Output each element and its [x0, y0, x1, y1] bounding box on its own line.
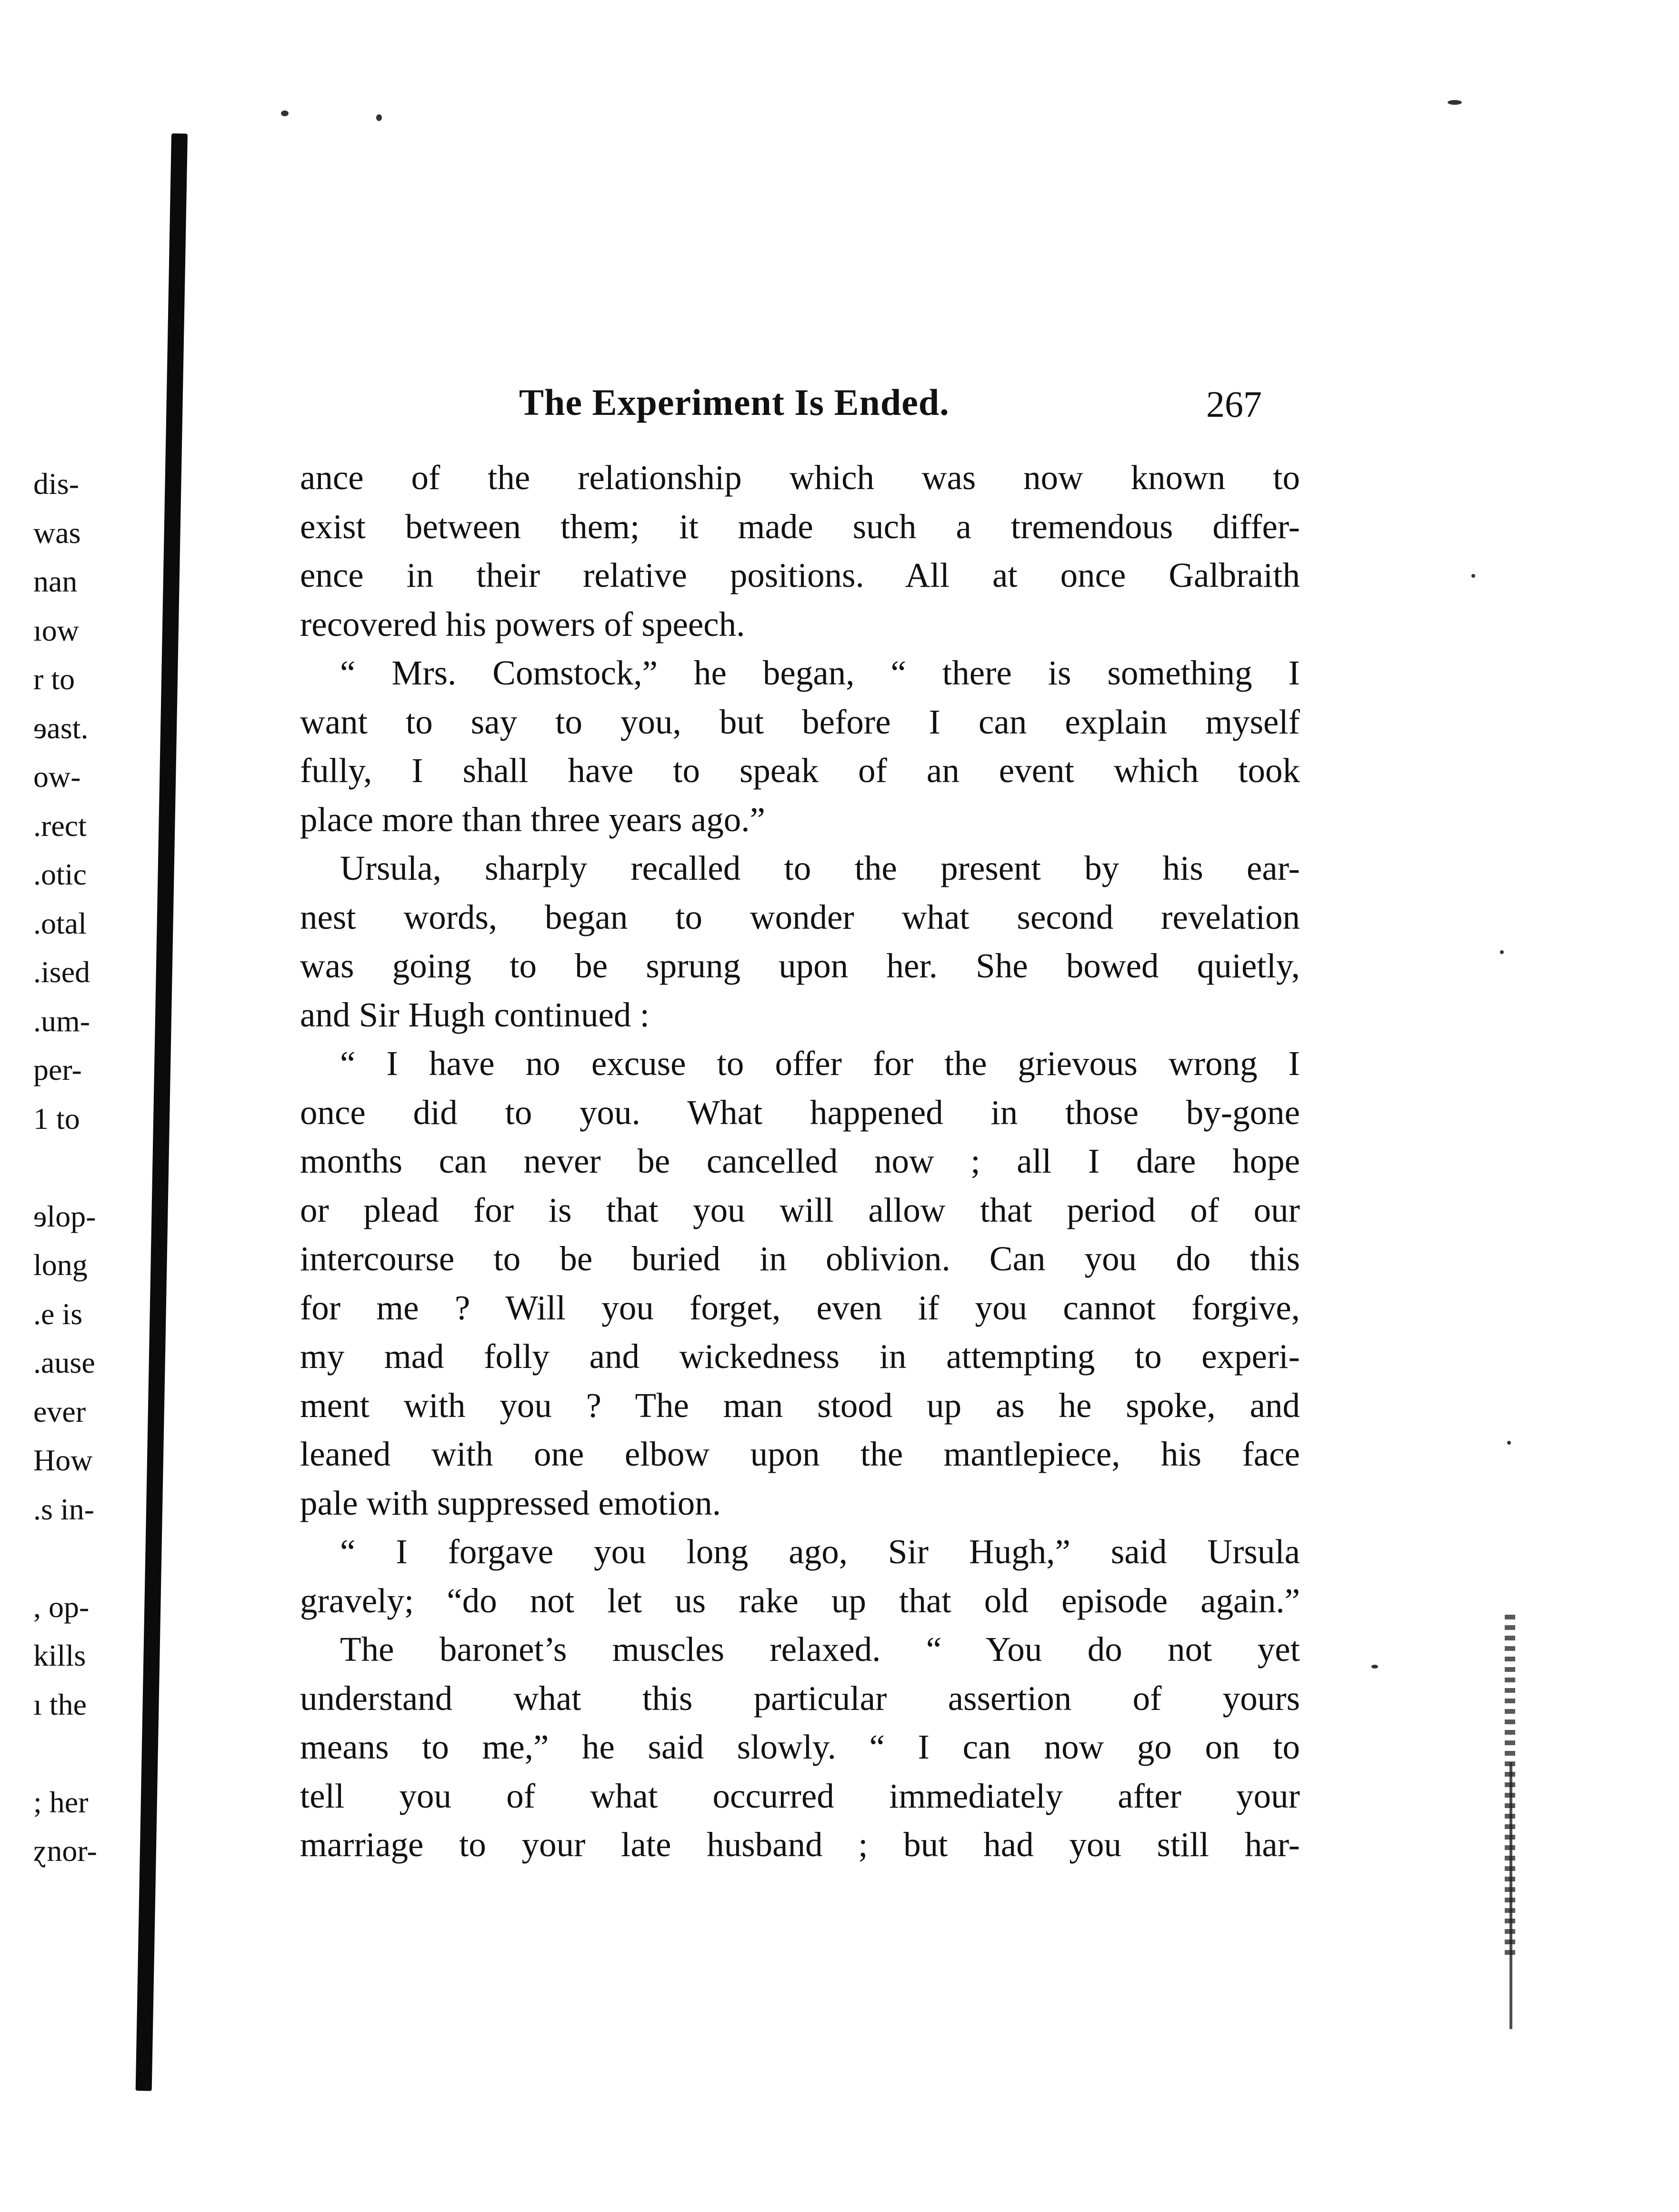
- facing-page-fragment: .otic: [33, 857, 87, 891]
- facing-page-fragment: ow-: [33, 760, 81, 794]
- text-line: for me ? Will you forget, even if you cannot forgive,: [300, 1288, 1300, 1327]
- text-line: intercourse to be buried in oblivion. Can you do this: [300, 1239, 1300, 1278]
- facing-page-fragment: ; her: [33, 1785, 89, 1819]
- scan-speck: [1507, 1441, 1511, 1445]
- facing-page-fragment: ɀnor-: [33, 1834, 97, 1868]
- text-line: “ Mrs. Comstock,” he began, “ there is something I: [340, 654, 1300, 692]
- facing-page-fragment: ever: [33, 1394, 86, 1428]
- text-line: was going to be sprung upon her. She bowed quietly,: [300, 946, 1300, 985]
- scan-speck: [1448, 100, 1462, 105]
- text-line: tell you of what occurred immediately after your: [300, 1776, 1300, 1815]
- text-line: exist between them; it made such a tremendous differ-: [300, 507, 1300, 546]
- facing-page-fragment: dis-: [33, 467, 79, 501]
- facing-page-fragment: nan: [33, 564, 78, 598]
- facing-page-fragment: .rect: [33, 808, 87, 843]
- text-line: want to say to you, but before I can explain myself: [300, 702, 1300, 741]
- facing-page-fragment: [33, 1143, 195, 1192]
- text-line: my mad folly and wickedness in attempting to experi-: [300, 1337, 1300, 1376]
- body-text: [300, 453, 1300, 1870]
- facing-page-fragment: ɘlop-: [33, 1199, 96, 1233]
- text-line: once did to you. What happened in those by-gone: [300, 1093, 1300, 1132]
- facing-page-fragments: [33, 460, 195, 1876]
- facing-page-fragment: .s in-: [33, 1492, 94, 1526]
- scan-speck: [376, 114, 382, 121]
- text-line: understand what this particular assertion of yours: [300, 1679, 1300, 1718]
- text-line: and Sir Hugh continued :: [300, 995, 650, 1034]
- facing-page-fragment: .ised: [33, 955, 90, 989]
- facing-page-fragment: ıow: [33, 613, 79, 647]
- text-line: ance of the relationship which was now known to: [300, 458, 1300, 497]
- text-line: leaned with one elbow upon the mantlepiece, his face: [300, 1435, 1300, 1473]
- facing-page-fragment: ı the: [33, 1687, 87, 1721]
- facing-page-fragment: .um-: [33, 1004, 90, 1038]
- running-title: The Experiment Is Ended.: [519, 382, 949, 423]
- facing-page-fragment: How: [33, 1443, 93, 1477]
- facing-page-fragment: , op-: [33, 1589, 90, 1624]
- facing-page-fragment: was: [33, 515, 81, 550]
- text-line: months can never be cancelled now ; all I dare hope: [300, 1142, 1300, 1180]
- page-header: [519, 381, 1262, 433]
- facing-page-fragment: long: [33, 1248, 88, 1282]
- text-line: recovered his powers of speech.: [300, 604, 745, 643]
- facing-page-fragment: r to: [33, 662, 75, 696]
- facing-page-fragment: .e is: [33, 1297, 83, 1331]
- scan-speck: [1471, 574, 1475, 578]
- scan-speck: [281, 111, 289, 116]
- facing-page-fragment: per-: [33, 1053, 82, 1086]
- text-line: nest words, began to wonder what second revelation: [300, 897, 1300, 936]
- facing-page-fragment: ɘast.: [33, 711, 89, 745]
- scan-speck: [1500, 950, 1504, 954]
- facing-page-fragment: [33, 1534, 195, 1583]
- text-line: “ I have no excuse to offer for the grievous wrong I: [340, 1044, 1300, 1083]
- text-line: pale with suppressed emotion.: [300, 1483, 721, 1522]
- text-line: ment with you ? The man stood up as he spoke, and: [300, 1386, 1300, 1425]
- facing-page-fragment: [33, 1729, 195, 1778]
- text-line: Ursula, sharply recalled to the present by his ear-: [340, 849, 1300, 887]
- text-line: or plead for is that you will allow that period of our: [300, 1190, 1300, 1229]
- text-line: marriage to your late husband ; but had you still har-: [300, 1825, 1300, 1864]
- text-line: ence in their relative positions. All at once Galbraith: [300, 556, 1300, 594]
- facing-page-fragment: .ause: [33, 1346, 95, 1379]
- facing-page-fragment: .otal: [33, 906, 87, 940]
- text-line: “ I forgave you long ago, Sir Hugh,” said Ursula: [340, 1532, 1300, 1571]
- text-line: means to me,” he said slowly. “ I can now go on to: [300, 1728, 1300, 1766]
- text-line: gravely; “do not let us rake up that old episode again.”: [300, 1581, 1300, 1620]
- text-line: The baronet’s muscles relaxed. “ You do not yet: [340, 1630, 1300, 1669]
- text-line: place more than three years ago.”: [300, 800, 765, 839]
- scan-edge-line: [1509, 1762, 1512, 2029]
- page-number: 267: [1206, 383, 1262, 425]
- scan-speck: [1371, 1665, 1378, 1669]
- facing-page-fragment: kills: [33, 1639, 86, 1672]
- text-line: fully, I shall have to speak of an event which took: [300, 751, 1300, 790]
- facing-page-fragment: 1 to: [33, 1101, 80, 1136]
